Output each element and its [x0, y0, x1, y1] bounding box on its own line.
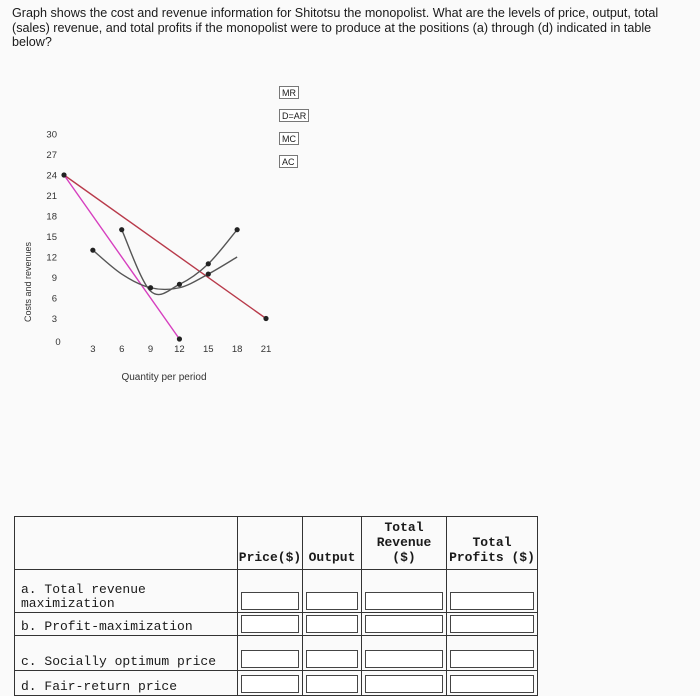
mr-point	[177, 336, 182, 341]
total-profits-input[interactable]	[450, 615, 534, 633]
x-tick-label: 3	[90, 344, 96, 355]
header-price: Price($)	[238, 517, 303, 570]
total-revenue-input[interactable]	[365, 650, 443, 668]
total-profits-cell	[447, 613, 538, 636]
header-output: Output	[303, 517, 362, 570]
y-tick-label: 3	[51, 314, 57, 325]
legend-mr: MR	[279, 86, 299, 99]
total-profits-input[interactable]	[450, 675, 534, 693]
header-blank	[15, 517, 238, 570]
price-cell	[238, 636, 303, 671]
answer-table	[14, 516, 538, 696]
output-cell	[303, 636, 362, 671]
mc-point	[119, 227, 124, 232]
header-total-revenue: Total Revenue ($)	[362, 517, 447, 570]
output-input[interactable]	[306, 615, 358, 633]
d-ar-point	[61, 172, 66, 177]
price-cell	[238, 671, 303, 696]
table-header-row	[15, 517, 538, 570]
x-tick-label: 18	[231, 344, 243, 355]
mc-point	[206, 261, 211, 266]
total-revenue-cell	[362, 613, 447, 636]
row-label: b. Profit-maximization	[15, 613, 238, 636]
total-revenue-cell	[362, 671, 447, 696]
y-tick-label: 15	[46, 232, 57, 243]
total-revenue-input[interactable]	[365, 592, 443, 610]
y-tick-label: 21	[46, 191, 57, 202]
header-total-profits: Total Profits ($)	[447, 517, 538, 570]
price-cell	[238, 613, 303, 636]
x-tick-label: 21	[260, 344, 272, 355]
total-profits-cell	[447, 671, 538, 696]
mc-point	[235, 227, 240, 232]
output-input[interactable]	[306, 675, 358, 693]
output-cell	[303, 570, 362, 613]
total-revenue-input[interactable]	[365, 615, 443, 633]
table-row	[15, 613, 538, 636]
total-revenue-cell	[362, 636, 447, 671]
x-axis-label: Quantity per period	[121, 372, 207, 383]
table-row	[15, 671, 538, 696]
table-row	[15, 570, 538, 613]
row-label: c. Socially optimum price	[15, 636, 238, 671]
legend-ac: AC	[279, 155, 298, 168]
y-tick-label: 9	[51, 273, 57, 284]
y-axis-label: Costs and revenues	[23, 241, 33, 323]
price-cell	[238, 570, 303, 613]
mc-point	[177, 282, 182, 287]
output-input[interactable]	[306, 650, 358, 668]
price-input[interactable]	[241, 650, 299, 668]
price-input[interactable]	[241, 592, 299, 610]
total-profits-cell	[447, 636, 538, 671]
d-ar-point	[263, 316, 268, 321]
y-tick-label: 27	[46, 150, 57, 161]
d-ar-curve	[64, 175, 266, 319]
total-revenue-cell	[362, 570, 447, 613]
ac-point	[206, 271, 211, 276]
x-tick-label: 0	[55, 337, 61, 348]
ac-point	[148, 285, 153, 290]
legend-d-ar: D=AR	[279, 109, 309, 122]
y-tick-label: 12	[46, 252, 57, 264]
legend-mc: MC	[279, 132, 299, 145]
total-profits-input[interactable]	[450, 650, 534, 668]
cost-revenue-chart	[0, 60, 700, 400]
y-tick-label: 24	[46, 170, 57, 182]
row-label: d. Fair-return price	[15, 671, 238, 696]
ac-point	[90, 248, 95, 253]
question-text: Graph shows the cost and revenue information for Shitotsu the monopolist. What are the levels of price, output, total (sales) revenue, and total profits if the monopolist were to produce at the positions (a) through (d) indicated in table below?	[12, 6, 659, 49]
x-tick-label: 9	[147, 344, 154, 355]
x-tick-label: 15	[202, 344, 214, 355]
row-label: a. Total revenue maximization	[15, 570, 238, 613]
output-cell	[303, 671, 362, 696]
y-tick-label: 30	[46, 129, 57, 141]
x-tick-label: 12	[174, 344, 185, 355]
price-input[interactable]	[241, 675, 299, 693]
price-input[interactable]	[241, 615, 299, 633]
table-row	[15, 636, 538, 671]
output-input[interactable]	[306, 592, 358, 610]
x-tick-label: 6	[119, 344, 125, 355]
output-cell	[303, 613, 362, 636]
total-revenue-input[interactable]	[365, 675, 443, 693]
y-tick-label: 6	[51, 293, 57, 305]
total-profits-cell	[447, 570, 538, 613]
y-tick-label: 18	[46, 211, 57, 223]
total-profits-input[interactable]	[450, 592, 534, 610]
mr-curve	[64, 175, 179, 339]
